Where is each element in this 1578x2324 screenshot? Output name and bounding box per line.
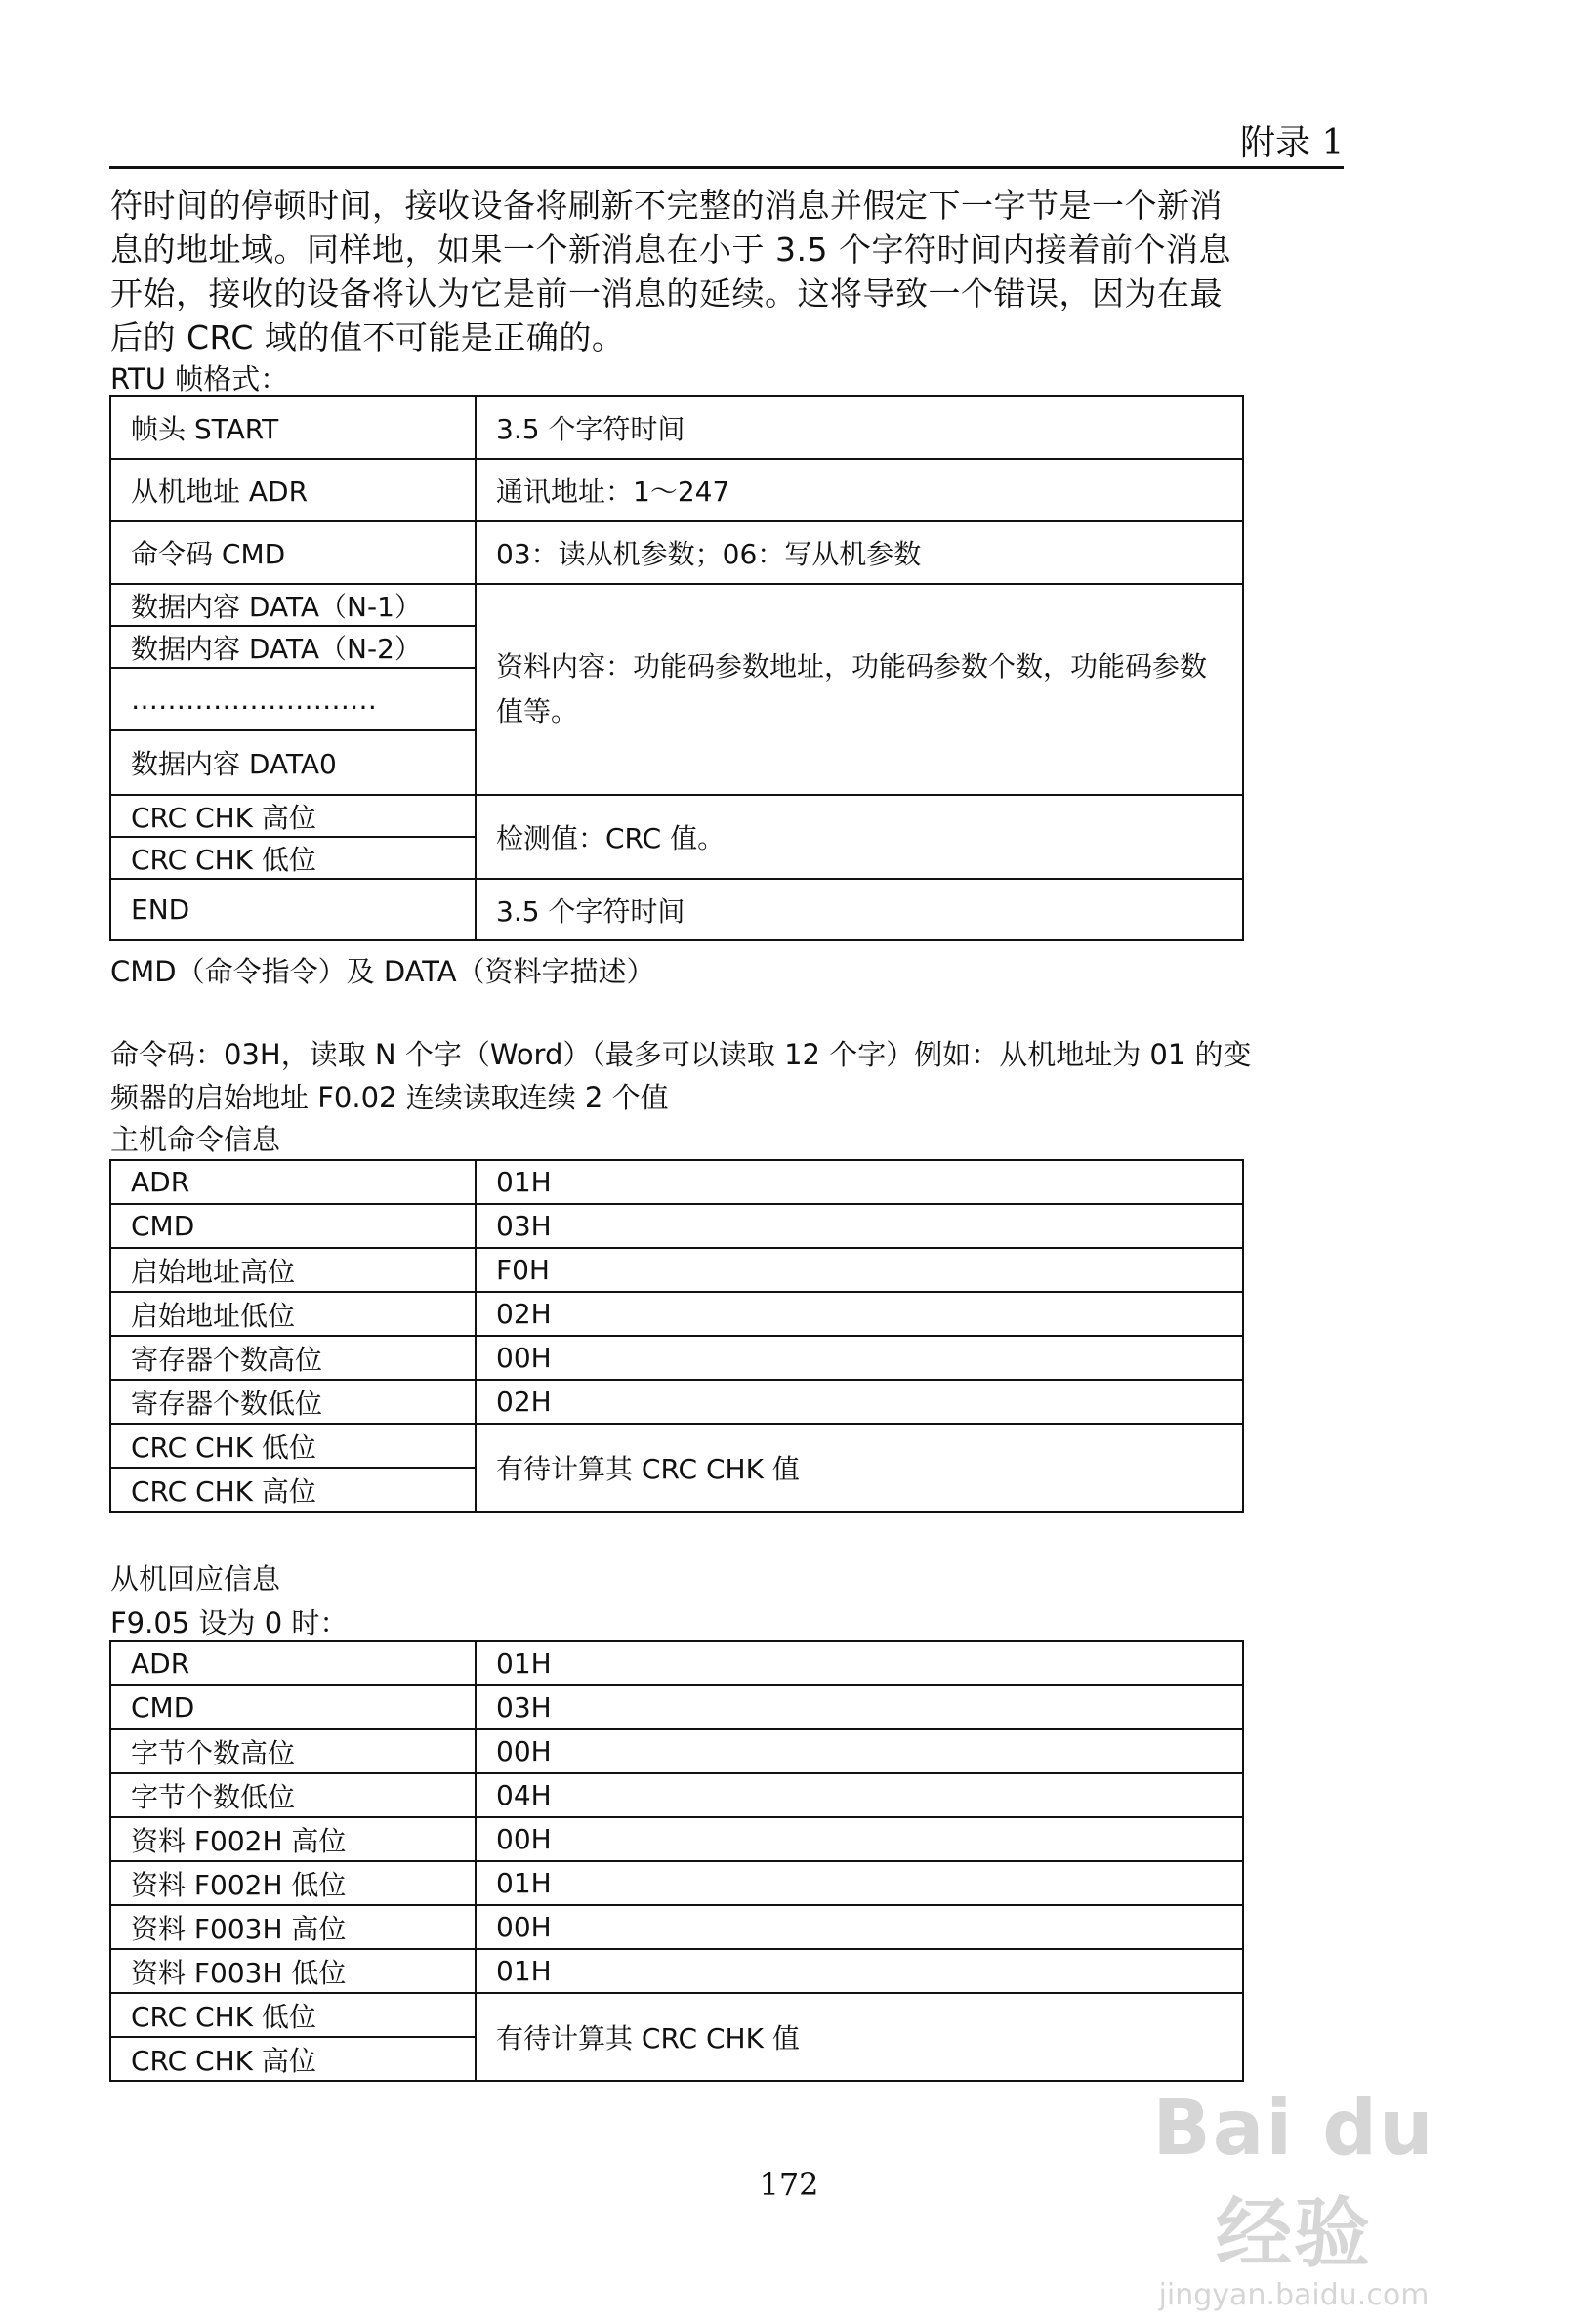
table-row bbox=[110, 1729, 1243, 1773]
table-cell: ……………………… bbox=[110, 668, 476, 730]
table-cell: 00H bbox=[476, 1336, 1243, 1380]
table-row bbox=[110, 1817, 1243, 1861]
example-line: 频器的启始地址 F0.02 连续读取连续 2 个值 bbox=[110, 1081, 669, 1114]
slave-subcaption: F9.05 设为 0 时： bbox=[110, 1606, 349, 1639]
table-cell: 有待计算其 CRC CHK 值 bbox=[476, 1424, 1243, 1512]
table-cell: 数据内容 DATA（N-2） bbox=[110, 626, 476, 668]
table-row bbox=[110, 879, 1243, 940]
table-cell: 寄存器个数高位 bbox=[110, 1336, 476, 1380]
table-cell: 00H bbox=[476, 1729, 1243, 1773]
table-row bbox=[110, 1292, 1243, 1336]
table-cell: 从机地址 ADR bbox=[110, 459, 476, 521]
table-cell: 资料内容：功能码参数地址，功能码参数个数，功能码参数值等。 bbox=[476, 584, 1243, 795]
example-line: 命令码：03H，读取 N 个字（Word）（最多可以读取 12 个字）例如：从机地址为 01 的变 bbox=[110, 1038, 1252, 1071]
example-paragraph bbox=[110, 1033, 1252, 1119]
table-cell: CMD bbox=[110, 1685, 476, 1729]
table-row bbox=[110, 1641, 1243, 1685]
table-row bbox=[110, 1861, 1243, 1905]
table-row bbox=[110, 1773, 1243, 1817]
table-cell: 字节个数高位 bbox=[110, 1729, 476, 1773]
page-header-title: 附录 1 bbox=[1240, 123, 1345, 163]
intro-line: 息的地址域。同样地，如果一个新消息在小于 3.5 个字符时间内接着前个消息 bbox=[110, 230, 1231, 269]
header-rule bbox=[109, 166, 1344, 169]
table-cell: CMD bbox=[110, 1204, 476, 1248]
table-cell: CRC CHK 低位 bbox=[110, 1993, 476, 2037]
table-row bbox=[110, 1905, 1243, 1949]
table-cell: 资料 F002H 高位 bbox=[110, 1817, 476, 1861]
table-cell: 02H bbox=[476, 1292, 1243, 1336]
table-cell: 资料 F002H 低位 bbox=[110, 1861, 476, 1905]
table-row bbox=[110, 1204, 1243, 1248]
table-cell: 寄存器个数低位 bbox=[110, 1380, 476, 1424]
table-cell: 01H bbox=[476, 1160, 1243, 1204]
table-cell: 00H bbox=[476, 1905, 1243, 1949]
table-cell: 03H bbox=[476, 1204, 1243, 1248]
table-cell: 启始地址低位 bbox=[110, 1292, 476, 1336]
table-cell: 数据内容 DATA0 bbox=[110, 730, 476, 795]
table-cell: 3.5 个字符时间 bbox=[476, 396, 1243, 459]
intro-line: 后的 CRC 域的值不可能是正确的。 bbox=[110, 318, 625, 356]
table-row bbox=[110, 1248, 1243, 1292]
intro-line: 符时间的停顿时间，接收设备将刷新不完整的消息并假定下一字节是一个新消 bbox=[110, 187, 1223, 225]
table-cell: 03：读从机参数；06：写从机参数 bbox=[476, 521, 1243, 584]
table-row bbox=[110, 1993, 1243, 2037]
table-cell: 资料 F003H 高位 bbox=[110, 1905, 476, 1949]
table-cell: F0H bbox=[476, 1248, 1243, 1292]
table-cell: 3.5 个字符时间 bbox=[476, 879, 1243, 940]
table-cell: CRC CHK 高位 bbox=[110, 1468, 476, 1512]
rtu-note: CMD（命令指令）及 DATA（资料字描述） bbox=[110, 955, 655, 988]
table-cell: 01H bbox=[476, 1949, 1243, 1993]
table-cell: 通讯地址：1～247 bbox=[476, 459, 1243, 521]
watermark-url: jingyan.baidu.com bbox=[1158, 2278, 1430, 2312]
table-row bbox=[110, 1424, 1243, 1468]
table-cell: 检测值：CRC 值。 bbox=[476, 795, 1243, 879]
table-cell: ADR bbox=[110, 1160, 476, 1204]
master-caption: 主机命令信息 bbox=[110, 1123, 281, 1156]
table-row bbox=[110, 1380, 1243, 1424]
table-row bbox=[110, 396, 1243, 459]
baidu-jingyan-watermark bbox=[1108, 2085, 1479, 2312]
table-cell: END bbox=[110, 879, 476, 940]
table-cell: 字节个数低位 bbox=[110, 1773, 476, 1817]
table-cell: 帧头 START bbox=[110, 396, 476, 459]
table-row bbox=[110, 1949, 1243, 1993]
table-row bbox=[110, 459, 1243, 521]
table-cell: CRC CHK 高位 bbox=[110, 2037, 476, 2081]
table-cell: 启始地址高位 bbox=[110, 1248, 476, 1292]
rtu-frame-table bbox=[109, 395, 1244, 941]
table-cell: 00H bbox=[476, 1817, 1243, 1861]
master-command-table bbox=[109, 1159, 1244, 1513]
page-number: 172 bbox=[759, 2166, 819, 2203]
table-row bbox=[110, 1685, 1243, 1729]
table-cell: CRC CHK 低位 bbox=[110, 1424, 476, 1468]
table-cell: 04H bbox=[476, 1773, 1243, 1817]
watermark-brand: Bai du 经验 bbox=[1152, 2085, 1435, 2278]
table-cell: 01H bbox=[476, 1641, 1243, 1685]
table-cell: 02H bbox=[476, 1380, 1243, 1424]
table-cell: 命令码 CMD bbox=[110, 521, 476, 584]
table-cell: 数据内容 DATA（N-1） bbox=[110, 584, 476, 626]
table-cell: ADR bbox=[110, 1641, 476, 1685]
table-row bbox=[110, 584, 1243, 626]
table-row bbox=[110, 521, 1243, 584]
intro-paragraph bbox=[110, 184, 1350, 359]
table-cell: CRC CHK 高位 bbox=[110, 795, 476, 837]
table-cell: 资料 F003H 低位 bbox=[110, 1949, 476, 1993]
intro-line: 开始，接收的设备将认为它是前一消息的延续。这将导致一个错误，因为在最 bbox=[110, 274, 1223, 312]
table-cell: 03H bbox=[476, 1685, 1243, 1729]
slave-response-table bbox=[109, 1640, 1244, 2082]
slave-caption: 从机回应信息 bbox=[110, 1562, 281, 1596]
table-cell: 有待计算其 CRC CHK 值 bbox=[476, 1993, 1243, 2081]
table-row bbox=[110, 1160, 1243, 1204]
table-cell: CRC CHK 低位 bbox=[110, 837, 476, 879]
table-cell: 01H bbox=[476, 1861, 1243, 1905]
table-row bbox=[110, 1336, 1243, 1380]
table-row bbox=[110, 795, 1243, 837]
rtu-caption: RTU 帧格式： bbox=[110, 362, 289, 395]
